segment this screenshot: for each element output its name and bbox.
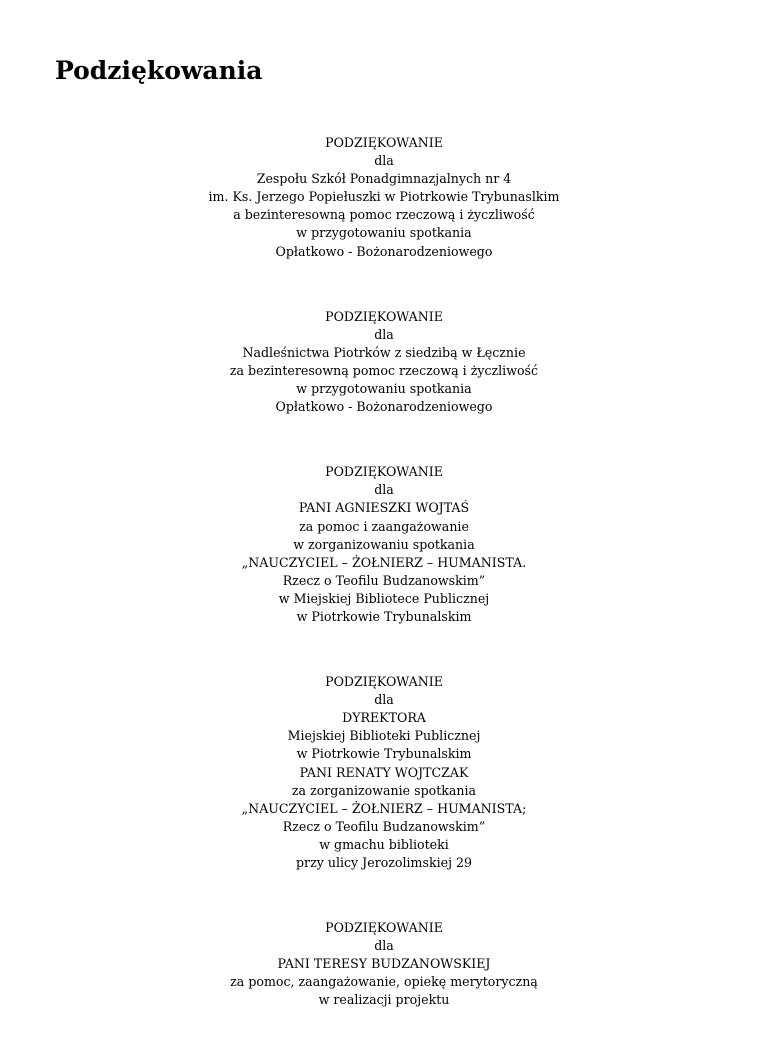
acknowledgement-line: „NAUCZYCIEL – ŻOŁNIERZ – HUMANISTA. xyxy=(241,554,527,570)
acknowledgement-line: dla xyxy=(374,153,394,169)
acknowledgement-line: a bezinteresowną pomoc rzeczową i życzliwość xyxy=(233,207,535,223)
acknowledgement-agnieszka-wojtas xyxy=(0,463,768,626)
acknowledgement-recipient: PANI TERESY BUDZANOWSKIEJ xyxy=(277,956,491,972)
acknowledgement-line: Miejskiej Biblioteki Publicznej xyxy=(287,728,481,744)
acknowledgement-line: dla xyxy=(374,938,394,954)
acknowledgement-line: przy ulicy Jerozolimskiej 29 xyxy=(296,855,472,870)
acknowledgement-recipient: Zespołu Szkół Ponadgimnazjalnych nr 4 xyxy=(256,171,512,187)
acknowledgement-line: Rzecz o Teofilu Budzanowskim” xyxy=(282,572,486,588)
page-title: Podziękowania xyxy=(55,56,263,85)
acknowledgement-line: w zorganizowaniu spotkania xyxy=(293,536,475,552)
acknowledgement-line: w Piotrkowie Trybunalskim xyxy=(296,608,472,624)
acknowledgement-recipient: PANI AGNIESZKI WOJTAŚ xyxy=(298,500,470,516)
acknowledgement-line: Opłatkowo - Bożonarodzeniowego xyxy=(275,399,493,415)
acknowledgement-line: Opłatkowo - Bożonarodzeniowego xyxy=(275,243,493,259)
acknowledgement-heading: PODZIĘKOWANIE xyxy=(325,674,443,690)
acknowledgement-line: im. Ks. Jerzego Popiełuszki w Piotrkowie Trybunaslkim xyxy=(208,189,560,205)
acknowledgement-line: w gmachu biblioteki xyxy=(319,836,449,852)
acknowledgement-line: w Miejskiej Bibliotece Publicznej xyxy=(278,590,490,606)
acknowledgement-line: za zorganizowanie spotkania xyxy=(291,782,477,798)
acknowledgement-heading: PODZIĘKOWANIE xyxy=(325,308,443,324)
acknowledgement-line: PANI RENATY WOJTCZAK xyxy=(299,764,469,780)
acknowledgement-line: za bezinteresowną pomoc rzeczową i życzliwość xyxy=(229,362,539,378)
acknowledgement-line: za pomoc, zaangażowanie, opiekę merytoryczną xyxy=(230,974,538,990)
acknowledgement-line: dla xyxy=(374,482,394,498)
acknowledgement-line: za pomoc i zaangażowanie xyxy=(299,518,469,534)
acknowledgement-line: dla xyxy=(374,692,394,708)
acknowledgements-content xyxy=(0,134,768,1057)
acknowledgement-heading: PODZIĘKOWANIE xyxy=(325,920,443,936)
acknowledgement-heading: PODZIĘKOWANIE xyxy=(325,135,443,150)
acknowledgement-forestry xyxy=(0,308,768,417)
acknowledgement-line: „NAUCZYCIEL – ŻOŁNIERZ – HUMANISTA; xyxy=(241,800,527,816)
acknowledgement-line: dla xyxy=(374,326,394,342)
acknowledgement-line: w przygotowaniu spotkania xyxy=(296,225,472,241)
acknowledgement-line: w Piotrkowie Trybunalskim xyxy=(296,746,472,762)
acknowledgement-recipient: DYREKTORA xyxy=(342,710,426,726)
acknowledgement-line: w przygotowaniu spotkania xyxy=(296,381,472,397)
acknowledgement-line: Rzecz o Teofilu Budzanowskim” xyxy=(282,818,486,834)
acknowledgement-line: w realizacji projektu xyxy=(318,992,450,1008)
acknowledgement-teresa-budzanowska xyxy=(0,919,768,1009)
acknowledgement-recipient: Nadleśnictwa Piotrków z siedzibą w Łęcznie xyxy=(242,344,526,360)
acknowledgement-library-director xyxy=(0,673,768,872)
acknowledgement-heading: PODZIĘKOWANIE xyxy=(325,464,443,480)
acknowledgement-school xyxy=(0,134,768,261)
